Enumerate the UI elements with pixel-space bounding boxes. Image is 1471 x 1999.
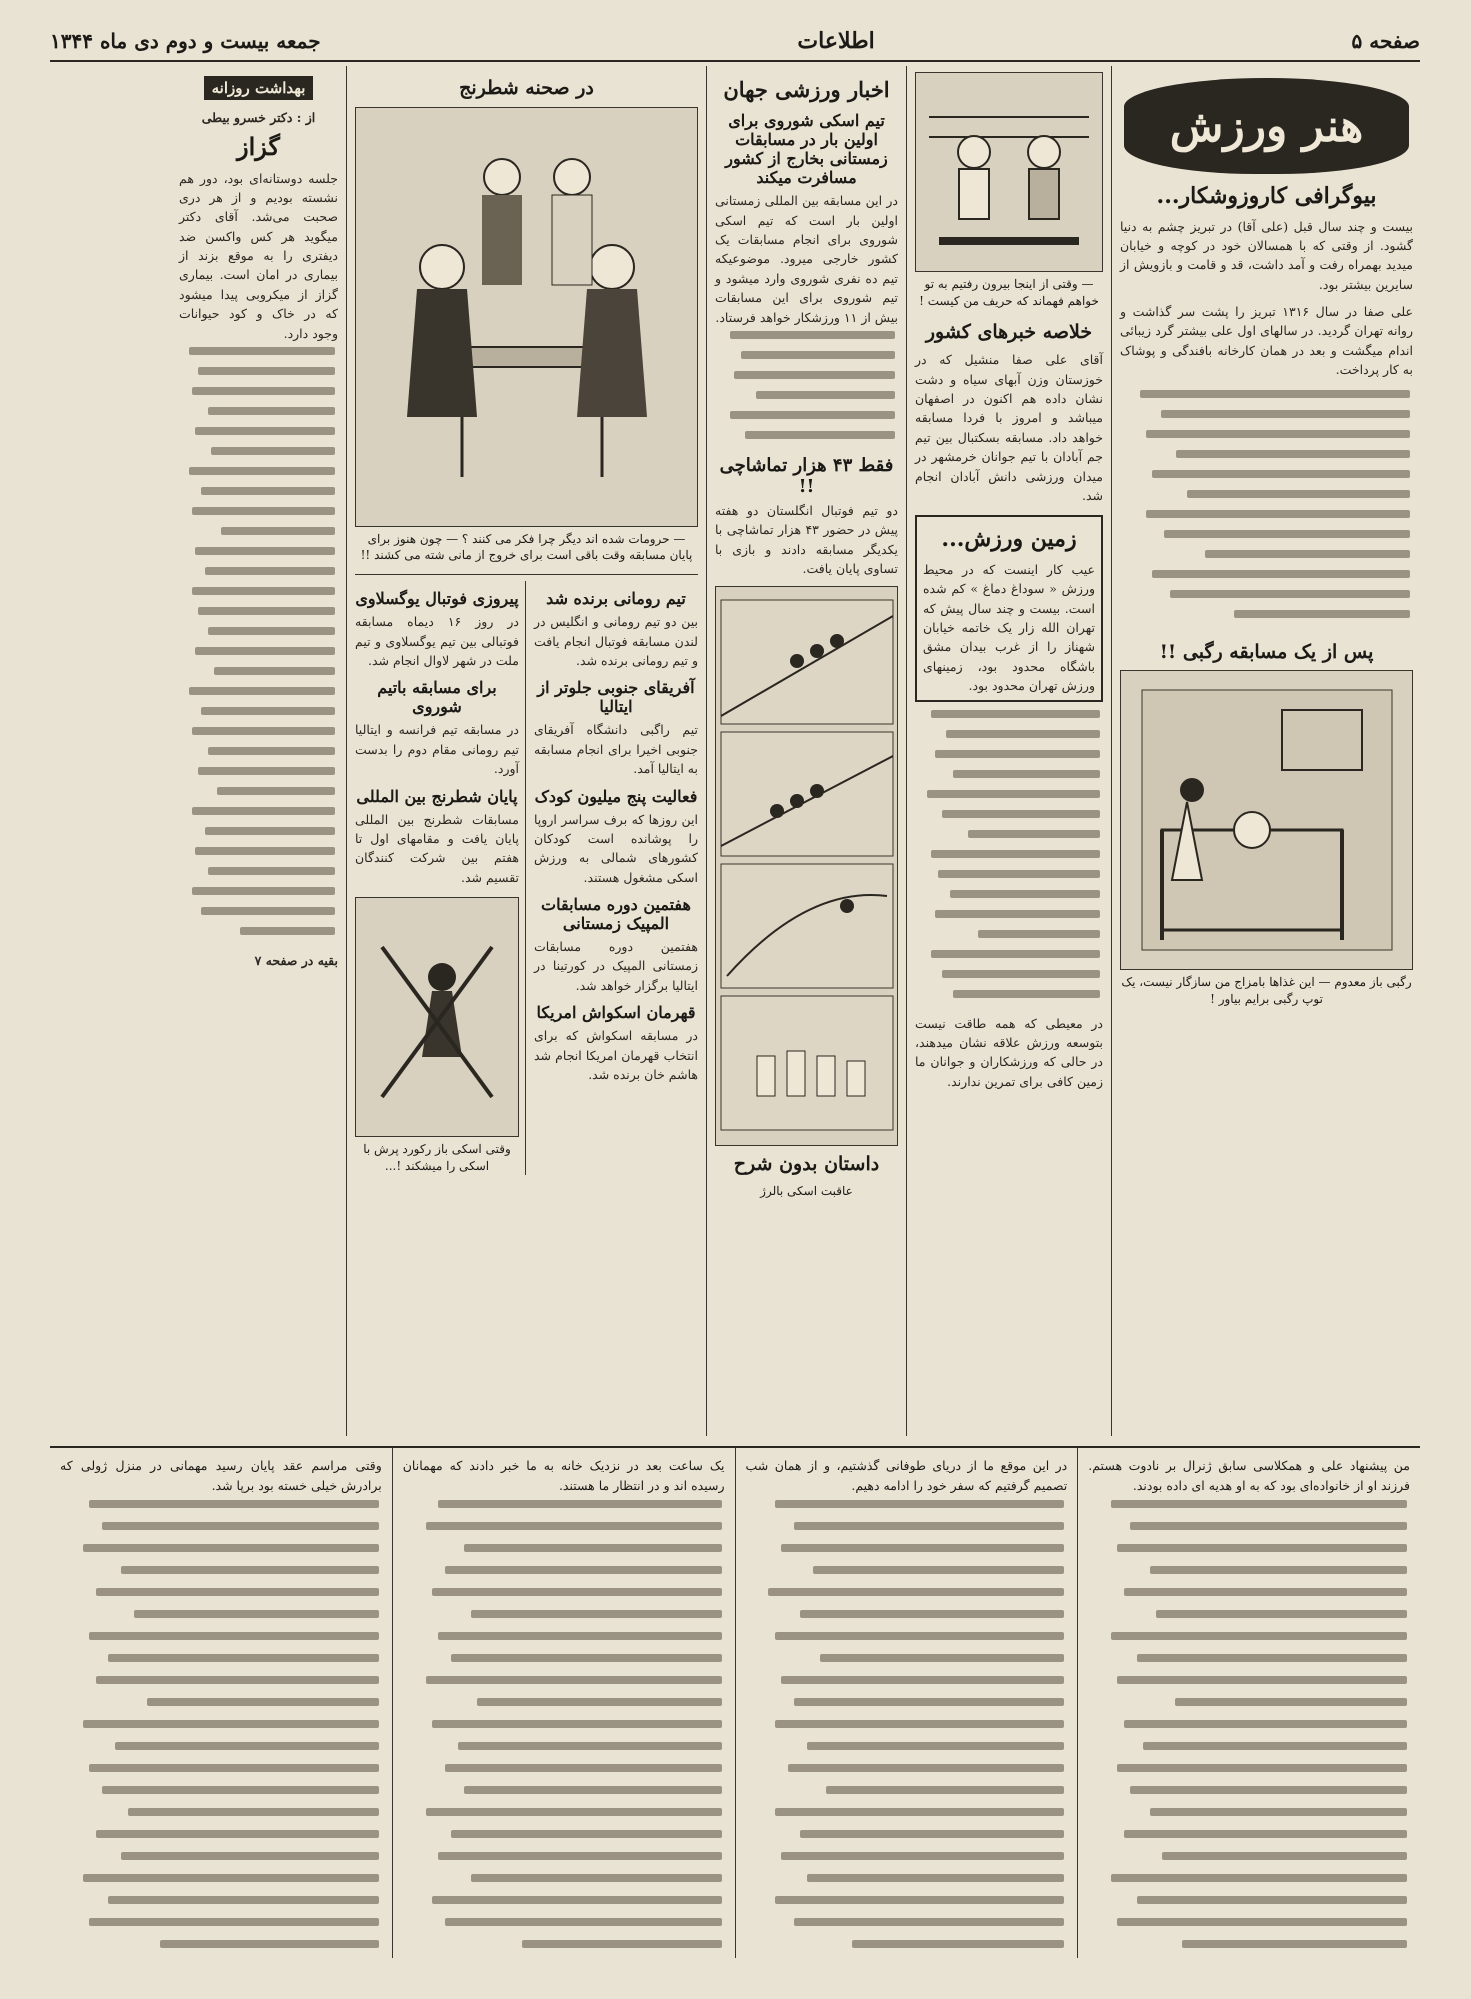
land-body: عیب کار اینست که در محیط ورزش « سوداغ دماغ » کم شده است. بیست و چند سال پیش که تهران الله زار یک خاتمه خیابان شهناز را از غرب بیدان مشق باشگاه محدود بود، زمینهای ورزش تهران محدود بود.: [923, 561, 1095, 694]
paper-name: اطلاعات: [797, 28, 875, 54]
land-closing: در معیطی که همه طاقت نیست بتوسعه ورزش علاقه نشان میدهند، در حالی که ورزشکاران و جوانان ما زمین کافی برای تمرین ندارند.: [915, 1015, 1103, 1089]
health-badge: بهداشت روزانه: [204, 76, 314, 100]
land-box: [915, 515, 1103, 701]
text-filler: [60, 1496, 382, 1958]
news-grid: [355, 574, 698, 1174]
story-column-2: [735, 1448, 1078, 1958]
news2-body: در روز ۱۶ دیماه مسابقه فوتبالی بین تیم یوگسلاوی و تیم ملت در شهر لاوال انجام شد.: [355, 614, 519, 669]
news6-body: مسابقات شطرنج بین المللی پایان یافت و مقامهای اول تا هفتم بین شرکت کنندگان تقسیم شد.: [355, 811, 519, 885]
column-world-news: [706, 66, 906, 1436]
summary-body: آقای علی صفا منشیل که در خوزستان وزن آبهای سیاه و دشت نشان داده هم اکنون در اصفهان میباشد و امروز با فردا مسابقه خواهد داد. مسابقه بسکتبال بین تیم جم آبادان با تیم جوانان خرمشهر در میدان ورزشی دانش آبادان انجام شد.: [915, 352, 1103, 503]
date-line: جمعه بیست و دوم دی ماه ۱۳۴۴: [50, 29, 321, 53]
rugby-photo-title: پس از یک مسابقه رگبی !!: [1159, 640, 1374, 663]
sports-banner: هنر ورزش: [1124, 78, 1409, 174]
text-filler: [403, 1496, 725, 1958]
bio-title: بیوگرافی کاروزوشکار...: [1156, 183, 1377, 209]
health-footer: بقیه در صفحه ۷: [254, 952, 338, 968]
world-body: در این مسابقه بین المللی زمستانی اولین بار است که تیم اسکی شوروی برای انجام مسابقات یک کشور خارجی میرود. موضوعیکه تیم ده نفری شوروی وارد میشود و تیم شوروی برای این مسابقات بیش از ۱۱ ورزشکار خواهد فرستاد.: [715, 193, 898, 325]
page-label: صفحه ۵: [1351, 29, 1420, 53]
world-subtitle: تیم اسکی شوروی برای اولین بار در مسابقات زمستانی بخارج از کشور مسافرت میکند: [725, 111, 888, 188]
story-column-4: [50, 1448, 392, 1958]
chess-caption: — حرومات شده اند دیگر چرا فکر می کنند ؟ — چون هنوز برای پایان مسابقه وقت باقی است برای خروج از مانی شته می کشند !!: [360, 531, 693, 563]
story-column-1: [1077, 1448, 1420, 1958]
text-filler: [1120, 386, 1413, 626]
story-text-2: در این موقع ما از دریای طوفانی گذشتیم، و از همان شب تصمیم گرفتیم که سفر خود را ادامه دهیم.: [745, 1458, 1068, 1493]
news4-title: برای مسابقه باتیم شوروی: [377, 678, 497, 717]
news8-body: در مسابقه اسکواش که برای انتخاب قهرمان امریکا انجام شد هاشم خان برنده شد.: [534, 1028, 698, 1082]
column-sports-bio: [1111, 66, 1421, 1436]
news3-body: تیم راگبی دانشگاه آفریقای جنوبی اخیرا برای انجام مسابقه به ایتالیا آمد.: [534, 722, 698, 777]
bio-intro: بیست و چند سال قبل (علی آقا) در تبریز چشم به دنیا گشود. از وقتی که با همسالان خود در کوچه و خیابان میدید بهمراه رفت و آمد داشت، قد و قامت و بازویش از سایرین بیشتر بود.: [1120, 218, 1413, 292]
health-body: جلسه دوستانه‌ای بود، دور هم نشسته بودیم و از هر دری صحبت می‌شد. آقای دکتر میگوید هر کس واکسن ضد دیفتری را به موقع بزند از بیماری در امان است. بیماری گزاز از میکروبی پیدا میشود که در خاک و کود حیوانات وجود دارد.: [179, 170, 338, 341]
rugby-cartoon: [1120, 670, 1413, 970]
column-national-news: [906, 66, 1111, 1436]
health-title: گزاز: [237, 132, 280, 162]
bio-body: علی صفا در سال ۱۳۱۶ تبریز را پشت سر گذاشت و روانه تهران گردید. در سالهای اول علی بیشتر گرد زیبائی اندام میگشت و بعد در همان کارخانه بافندگی و پوشاک به کار پرداخت.: [1120, 304, 1413, 378]
news5-title: فعالیت پنج میلیون کودک: [534, 786, 698, 806]
news5-body: این روزها که برف سراسر اروپا را پوشانده است کودکان کشورهای شمالی به ورزش اسکی مشغول هستند.: [534, 811, 698, 885]
chess-cartoon: [355, 107, 698, 527]
ski-cartoon-strip: [715, 586, 898, 1146]
news3-title: آفریقای جنوبی جلوتر از ایتالیا: [537, 678, 695, 717]
boxing-caption: — وقتی از اینجا بیرون رفتیم به تو خواهم فهماند که حریف من کیست !: [919, 277, 1099, 308]
fans-title: فقط ۴۳ هزار تماشاچی !!: [719, 454, 894, 497]
news-column-a: [534, 581, 698, 1174]
news1-body: بین دو تیم رومانی و انگلیس در لندن مسابقه فوتبال انجام یافت و تیم رومانی برنده شد.: [534, 614, 698, 669]
health-author: از : دکتر خسرو بیطی: [201, 110, 316, 125]
news2-title: پیروزی فوتبال یوگسلاوی: [355, 589, 519, 609]
news7-title: هفتمین دوره مسابقات المپیک زمستانی: [541, 895, 691, 934]
boxing-cartoon: [915, 72, 1103, 272]
text-filler: [746, 1496, 1068, 1958]
chess-title: در صحنه شطرنج: [459, 77, 594, 99]
text-filler: [1088, 1496, 1410, 1958]
story-column-3: [392, 1448, 735, 1958]
news4-body: در مسابقه تیم فرانسه و ایتالیا تیم رومانی مقام دوم را بدست آورد.: [355, 722, 519, 777]
news6-title: پایان شطرنج بین المللی: [356, 786, 518, 806]
summary-title: خلاصه خبرهای کشور: [925, 320, 1093, 343]
news1-title: تیم رومانی برنده شد: [546, 589, 686, 609]
world-title: اخبار ورزشی جهان: [723, 77, 890, 102]
cartoon-subtitle: عاقبت اسکی بالرژ: [760, 1184, 853, 1199]
column-health: [171, 66, 346, 1436]
land-title: زمین ورزش...: [941, 526, 1077, 553]
story-text-4: وقتی مراسم عقد پایان رسید مهمانی در منزل ژولی که برادرش خیلی خسته بود برپا شد.: [60, 1458, 382, 1493]
cartoon-title: داستان بدون شرح: [733, 1153, 880, 1176]
ski-jump-cartoon: [355, 897, 519, 1137]
text-filler: [715, 327, 898, 447]
news7-body: هفتمین دوره مسابقات زمستانی المپیک در کورتینا در ایتالیا برگزار خواهد شد.: [534, 939, 698, 993]
text-filler: [179, 343, 338, 943]
fans-body: دو تیم فوتبال انگلستان دو هفته پیش در حضور ۴۳ هزار تماشاچی با یکدیگر مسابقه دادند و بازی با تساوی پایان یافت.: [715, 502, 898, 577]
rugby-photo-caption: رگبی باز معدوم — این غذاها بامزاج من سازگار نیست، یک توپ رگبی برایم بیاور !: [1121, 975, 1412, 1007]
masthead: [50, 22, 1420, 62]
news-column-b: [355, 581, 526, 1174]
column-international: [346, 66, 706, 1436]
story-text-1: من پیشنهاد علی و همکلاسی سابق ژنرال بر نادوت هستم. فرزند او از خانواده‌ای بود که به او هدیه ای داده بودند.: [1088, 1458, 1410, 1493]
news8-title: قهرمان اسکواش امریکا: [536, 1003, 696, 1023]
ski-jump-caption: وقتی اسکی باز رکورد پرش با اسکی را میشکند !...: [363, 1142, 511, 1173]
bottom-story: [50, 1446, 1420, 1958]
story-text-3: یک ساعت بعد در نزدیک خانه به ما خبر دادند که مهمانان رسیده اند و در انتظار ما هستند.: [402, 1458, 725, 1493]
health-badge-wrap: [179, 76, 338, 100]
text-filler: [915, 706, 1103, 1006]
